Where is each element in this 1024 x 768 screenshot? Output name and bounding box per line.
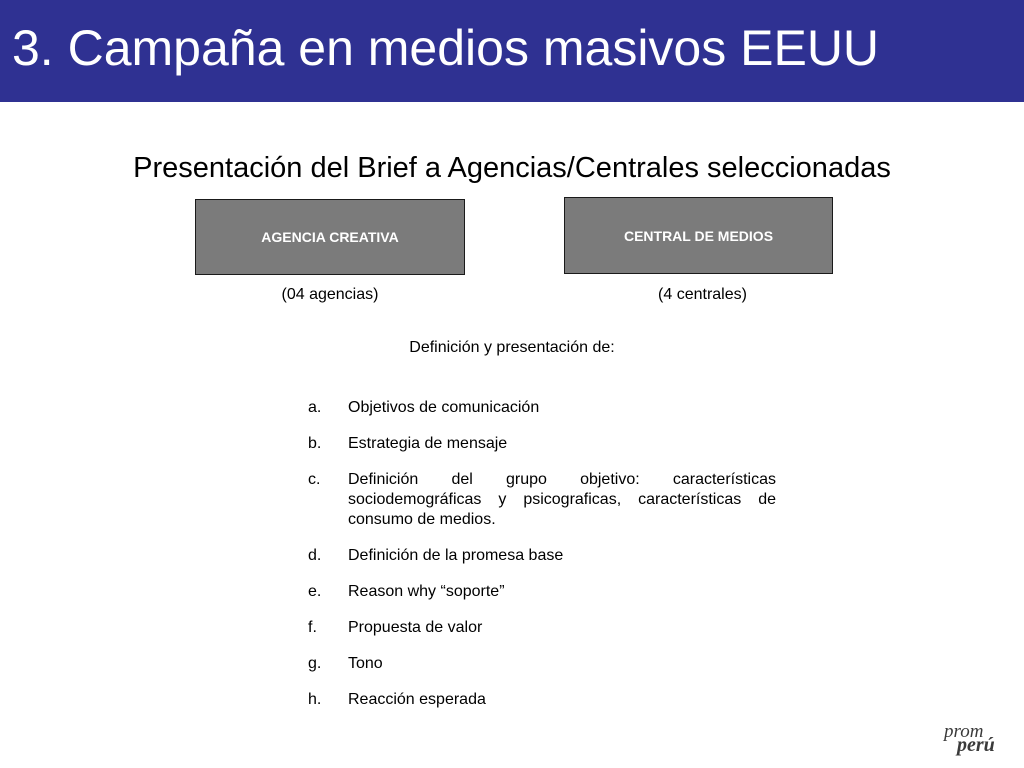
definition-heading: Definición y presentación de: [409, 339, 615, 356]
page-title: 3. Campaña en medios masivos EEUU [12, 20, 880, 76]
centrales-count: (4 centrales) [658, 286, 747, 303]
list-marker: h. [308, 691, 322, 708]
list-item-text: Definición del grupo objetivo: características sociodemográficas y psicograficas, características de consumo de medios. [348, 471, 776, 528]
agencia-creativa-label: AGENCIA CREATIVA [261, 229, 399, 245]
list-marker: g. [308, 655, 322, 672]
promperu-logo [940, 722, 1004, 758]
list-marker: a. [308, 399, 322, 416]
list-item [308, 654, 776, 674]
list-item [308, 434, 776, 454]
slide-subtitle: Presentación del Brief a Agencias/Centrales seleccionadas [133, 152, 891, 184]
list-item [308, 398, 776, 418]
brief-items-list [308, 398, 776, 710]
agencias-count: (04 agencias) [281, 286, 379, 303]
logo-text-peru: perú [957, 734, 995, 756]
list-item-text: Reason why “soporte” [348, 583, 505, 600]
list-item [308, 470, 776, 530]
list-item [308, 546, 776, 566]
list-item-text: Objetivos de comunicación [348, 399, 540, 416]
list-item-text: Estrategia de mensaje [348, 435, 508, 452]
list-marker: c. [308, 471, 321, 488]
list-item [308, 618, 776, 638]
agencia-creativa-box [195, 199, 465, 275]
list-item-text: Definición de la promesa base [348, 547, 564, 564]
central-de-medios-label: CENTRAL DE MEDIOS [623, 227, 774, 244]
list-item [308, 690, 776, 710]
list-item-text: Reacción esperada [348, 691, 486, 708]
list-marker: f. [308, 619, 317, 636]
list-marker: b. [308, 435, 322, 452]
list-item [308, 582, 776, 602]
logo-text-prom: prom [944, 721, 984, 742]
list-marker: d. [308, 547, 322, 564]
title-bar [0, 0, 1024, 102]
list-item-text: Tono [348, 655, 383, 672]
central-de-medios-box [564, 197, 833, 274]
list-item-text: Propuesta de valor [348, 619, 483, 636]
list-marker: e. [308, 583, 322, 600]
